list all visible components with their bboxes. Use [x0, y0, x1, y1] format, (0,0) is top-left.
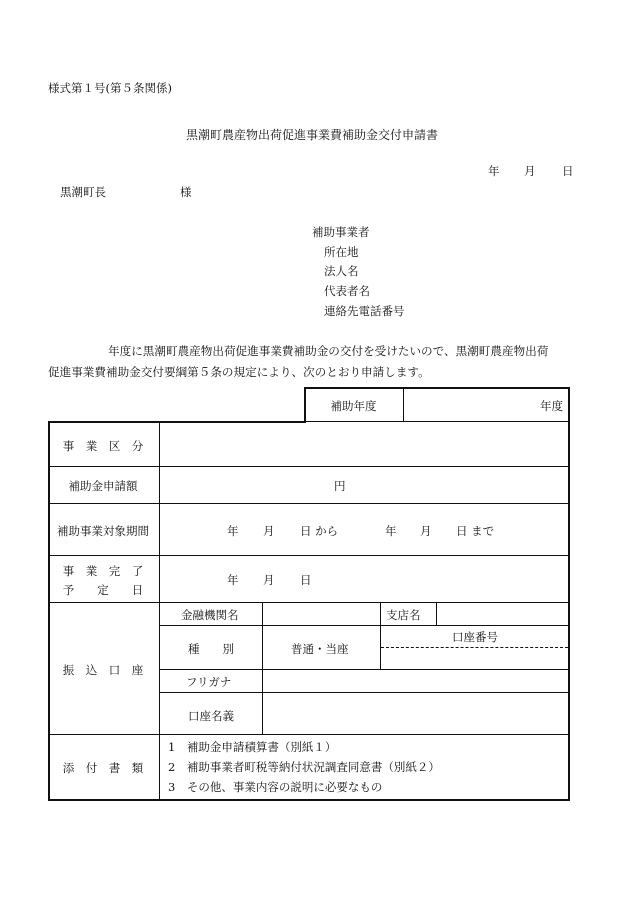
furigana-label: フリガナ [186, 675, 232, 689]
statement-line-1: 年度に黒潮町農産物出荷促進事業費補助金の交付を受けたいので、黒潮町農産物出荷 [108, 344, 549, 358]
period-day-from: 日 から [300, 524, 339, 538]
completion-month: 月 [263, 573, 275, 587]
completion-day: 日 [300, 573, 312, 587]
transfer-account-label: 振 込 口 座 [62, 663, 144, 677]
date-year: 年 [488, 164, 500, 178]
statement-line-2: 促進事業費補助金交付要綱第５条の規定により、次のとおり申請します。 [48, 365, 430, 379]
attachment-item-1: 1 補助金申請積算書（別紙１） [168, 740, 337, 754]
form-number: 様式第１号(第５条関係) [48, 81, 172, 95]
period-day-to: 日 まで [456, 524, 495, 538]
bank-name-label: 金融機関名 [181, 608, 239, 622]
fiscal-year-unit: 年度 [540, 399, 563, 413]
period-year-to: 年 [385, 524, 397, 538]
attachments-label: 添 付 書 類 [62, 761, 144, 775]
account-number-label: 口座番号 [452, 630, 498, 644]
honorific: 様 [180, 185, 192, 199]
account-holder-label: 口座名義 [188, 709, 234, 723]
completion-year: 年 [227, 573, 239, 587]
completion-label-line2: 予 定 日 [62, 583, 144, 597]
business-type-label: 事 業 区 分 [62, 439, 144, 453]
addressee: 黒潮町長 [60, 185, 106, 199]
amount-unit: 円 [334, 479, 346, 493]
fiscal-year-label: 補助年度 [330, 399, 377, 413]
period-month-from: 月 [263, 524, 275, 538]
account-type-label: 種 別 [188, 642, 234, 656]
applicant-representative-label: 代表者名 [324, 284, 370, 298]
period-month-to: 月 [420, 524, 432, 538]
amount-label: 補助金申請額 [68, 479, 138, 493]
completion-label-line1: 事 業 完 了 [62, 564, 144, 578]
document-title: 黒潮町農産物出荷促進事業費補助金交付申請書 [186, 128, 439, 142]
applicant-corp-name-label: 法人名 [324, 264, 359, 278]
branch-label: 支店名 [386, 608, 421, 622]
date-month: 月 [524, 164, 536, 178]
applicant-heading: 補助事業者 [312, 225, 370, 239]
application-statement [48, 341, 588, 383]
attachment-item-2: 2 補助事業者町税等納付状況調査同意書（別紙２） [168, 760, 440, 774]
date-day: 日 [562, 164, 574, 178]
account-type-value: 普通・当座 [291, 642, 349, 656]
applicant-phone-label: 連絡先電話番号 [324, 304, 405, 318]
attachment-item-3: 3 その他、事業内容の説明に必要なもの [168, 780, 383, 794]
applicant-address-label: 所在地 [324, 245, 359, 259]
period-label: 補助事業対象期間 [57, 524, 149, 538]
period-year-from: 年 [227, 524, 239, 538]
